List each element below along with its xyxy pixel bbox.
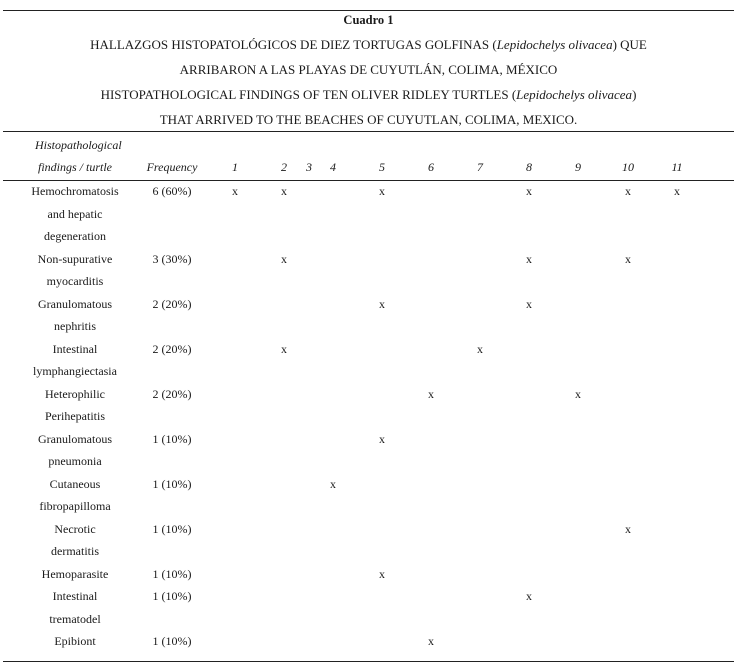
title-en-line2: THAT ARRIVED TO THE BEACHES OF CUYUTLAN, COLIMA, MEXICO. xyxy=(159,112,578,127)
turtle-mark: x xyxy=(526,184,532,198)
turtle-column-header: 6 xyxy=(428,160,434,174)
finding-name: and hepatic xyxy=(47,206,103,221)
finding-frequency: 1 (10%) xyxy=(152,431,192,446)
finding-frequency: 3 (30%) xyxy=(152,251,192,266)
finding-frequency: 1 (10%) xyxy=(152,589,192,603)
turtle-column-header: 8 xyxy=(526,160,532,174)
turtle-mark: x xyxy=(232,184,238,198)
finding-name: Necrotic xyxy=(54,521,96,536)
turtle-mark: x xyxy=(281,341,287,356)
turtle-column-header: 9 xyxy=(575,160,581,174)
finding-name: lymphangiectasia xyxy=(33,364,117,378)
bottom-rule xyxy=(3,661,734,662)
title-en-part-c: ) xyxy=(632,87,637,102)
finding-name: Non-supurative xyxy=(37,251,113,266)
finding-name: Intestinal xyxy=(52,341,98,356)
finding-name: trematodel xyxy=(49,611,101,626)
table-caption: Cuadro 1 xyxy=(343,13,394,27)
header-finding-line1: Histopathological xyxy=(35,138,122,152)
finding-frequency: 2 (20%) xyxy=(152,296,192,311)
turtle-mark: x xyxy=(428,386,434,401)
finding-name: Epibiont xyxy=(54,634,96,648)
turtle-column-header: 3 xyxy=(306,160,312,174)
turtle-column-header: 7 xyxy=(477,160,483,174)
turtle-mark: x xyxy=(625,184,631,198)
turtle-mark: x xyxy=(575,386,581,401)
turtle-mark: x xyxy=(330,476,336,491)
finding-name: dermatitis xyxy=(51,544,99,558)
finding-name: nephritis xyxy=(54,319,96,333)
finding-name: Granulomatous xyxy=(38,296,112,311)
finding-frequency: 2 (20%) xyxy=(152,386,192,401)
finding-name: Granulomatous xyxy=(38,431,112,446)
turtle-mark: x xyxy=(674,184,680,198)
finding-frequency: 6 (60%) xyxy=(152,184,192,198)
turtle-column-header: 11 xyxy=(671,160,683,174)
turtle-mark: x xyxy=(526,296,532,311)
turtle-mark: x xyxy=(281,184,287,198)
title-es-species: Lepidochelys olivacea xyxy=(496,37,613,52)
finding-name: myocarditis xyxy=(46,274,104,288)
finding-name: pneumonia xyxy=(48,454,102,468)
finding-name: Hemoparasite xyxy=(41,566,109,581)
finding-frequency: 2 (20%) xyxy=(152,341,192,356)
finding-frequency: 1 (10%) xyxy=(152,634,192,648)
title-en-line1 xyxy=(0,87,737,103)
finding-name: Hemochromatosis xyxy=(31,184,119,198)
title-es-line1 xyxy=(0,37,737,53)
finding-name: Cutaneous xyxy=(49,476,101,491)
finding-name: Perihepatitis xyxy=(45,409,105,423)
top-rule xyxy=(3,10,734,11)
finding-name: degeneration xyxy=(44,229,106,243)
title-es-part-a: HALLAZGOS HISTOPATOLÓGICOS DE DIEZ TORTUGAS GOLFINAS ( xyxy=(90,37,497,52)
title-es-part-c: ) QUE xyxy=(612,37,647,52)
header-frequency: Frequency xyxy=(146,160,198,174)
finding-name: Heterophilic xyxy=(45,386,105,401)
finding-name: fibropapilloma xyxy=(39,499,111,513)
title-es-line2: ARRIBARON A LAS PLAYAS DE CUYUTLÁN, COLIMA, MÉXICO xyxy=(179,62,558,77)
header-finding-line2: findings / turtle xyxy=(38,160,113,174)
title-en-species: Lepidochelys olivacea xyxy=(516,87,633,102)
turtle-mark: x xyxy=(379,184,385,198)
turtle-mark: x xyxy=(526,589,532,603)
finding-name: Intestinal xyxy=(52,589,98,603)
header-top-rule xyxy=(3,131,734,132)
turtle-mark: x xyxy=(379,566,385,581)
turtle-column-header: 10 xyxy=(622,160,634,174)
turtle-mark: x xyxy=(625,521,631,536)
turtle-mark: x xyxy=(281,251,287,266)
finding-frequency: 1 (10%) xyxy=(152,521,192,536)
turtle-mark: x xyxy=(526,251,532,266)
turtle-column-header: 5 xyxy=(379,160,385,174)
turtle-mark: x xyxy=(477,341,483,356)
turtle-column-header: 1 xyxy=(232,160,238,174)
turtle-mark: x xyxy=(379,296,385,311)
title-en-part-a: HISTOPATHOLOGICAL FINDINGS OF TEN OLIVER RIDLEY TURTLES ( xyxy=(100,87,517,102)
turtle-mark: x xyxy=(428,634,434,648)
turtle-column-header: 2 xyxy=(281,160,287,174)
finding-frequency: 1 (10%) xyxy=(152,476,192,491)
turtle-column-header: 4 xyxy=(330,160,336,174)
finding-frequency: 1 (10%) xyxy=(152,566,192,581)
turtle-mark: x xyxy=(625,251,631,266)
turtle-mark: x xyxy=(379,431,385,446)
